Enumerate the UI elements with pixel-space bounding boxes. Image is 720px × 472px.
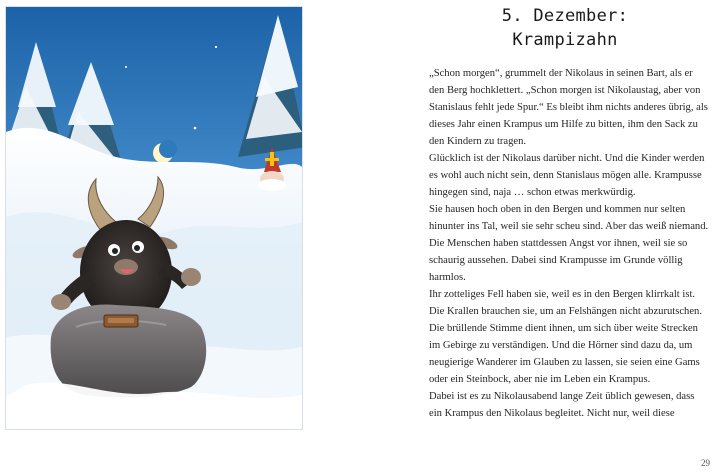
story-text — [429, 65, 707, 422]
text-line: „Schon morgen“, grummelt der Nikolaus in seinen Bart, als er — [429, 68, 693, 79]
text-line: Ihr zotteliges Fell haben sie, weil es in den Bergen klirrkalt ist. — [429, 289, 696, 300]
wooden-box-icon — [104, 315, 138, 327]
text-line: es wohl auch nicht sein, denn Stanislaus mögen alle. Krampusse — [429, 170, 702, 181]
text-line: schaurig aussehen. Dabei sind Krampusse im Grunde völlig — [429, 255, 683, 266]
text-line: oder ein Steinbock, aber nie im Leben ein Krampus. — [429, 374, 651, 385]
text-line: im Gebirge zu verständigen. Und die Hörner sind dazu da, um — [429, 340, 693, 351]
krampus-illustration — [5, 6, 303, 430]
text-line: Stanislaus fehlt jede Spur.“ Es bleibt ihm nichts anderes übrig, als — [429, 102, 708, 113]
text-line: dieses Jahr einen Krampus um Hilfe zu bitten, ihm den Sack zu — [429, 119, 698, 130]
chapter-date: 5. Dezember: — [501, 6, 629, 26]
text-line: den Kindern zu tragen. — [429, 136, 527, 147]
text-line: hinunter ins Tal, weil sie sehr scheu sind. Aber das weiß niemand. — [429, 221, 709, 232]
text-line: Die brüllende Stimme dient ihnen, um sich über weite Strecken — [429, 323, 698, 334]
chapter-name: Krampizahn — [512, 30, 618, 50]
star-icon — [194, 127, 197, 130]
text-line: Dabei ist es zu Nikolausabend lange Zeit üblich gewesen, dass — [429, 391, 695, 402]
star-icon — [125, 66, 127, 68]
text-line: hingegen sind, naja … schon etwas merkwürdig. — [429, 187, 636, 198]
text-line: ein Krampus den Nikolaus begleitet. Nicht nur, weil diese — [429, 408, 675, 419]
text-line: harmlos. — [429, 272, 466, 283]
text-line: den Berg hochklettert. „Schon morgen ist Nikolaustag, aber von — [429, 85, 701, 96]
text-line: neugierige Wanderer im Glauben zu lassen, sie seien eine Gams — [429, 357, 700, 368]
illustration-canvas — [6, 7, 302, 429]
text-line: Die Menschen haben stattdessen Angst vor ihnen, weil sie so — [429, 238, 688, 249]
chapter-title — [470, 4, 660, 52]
text-line: Die Krallen brauchen sie, um an Felshängen nicht abzurutschen. — [429, 306, 702, 317]
star-icon — [215, 46, 217, 48]
page-number: 29 — [701, 458, 710, 468]
text-line: Glücklich ist der Nikolaus darüber nicht. Und die Kinder werden — [429, 153, 705, 164]
text-line: Sie hausen hoch oben in den Bergen und kommen nur selten — [429, 204, 686, 215]
